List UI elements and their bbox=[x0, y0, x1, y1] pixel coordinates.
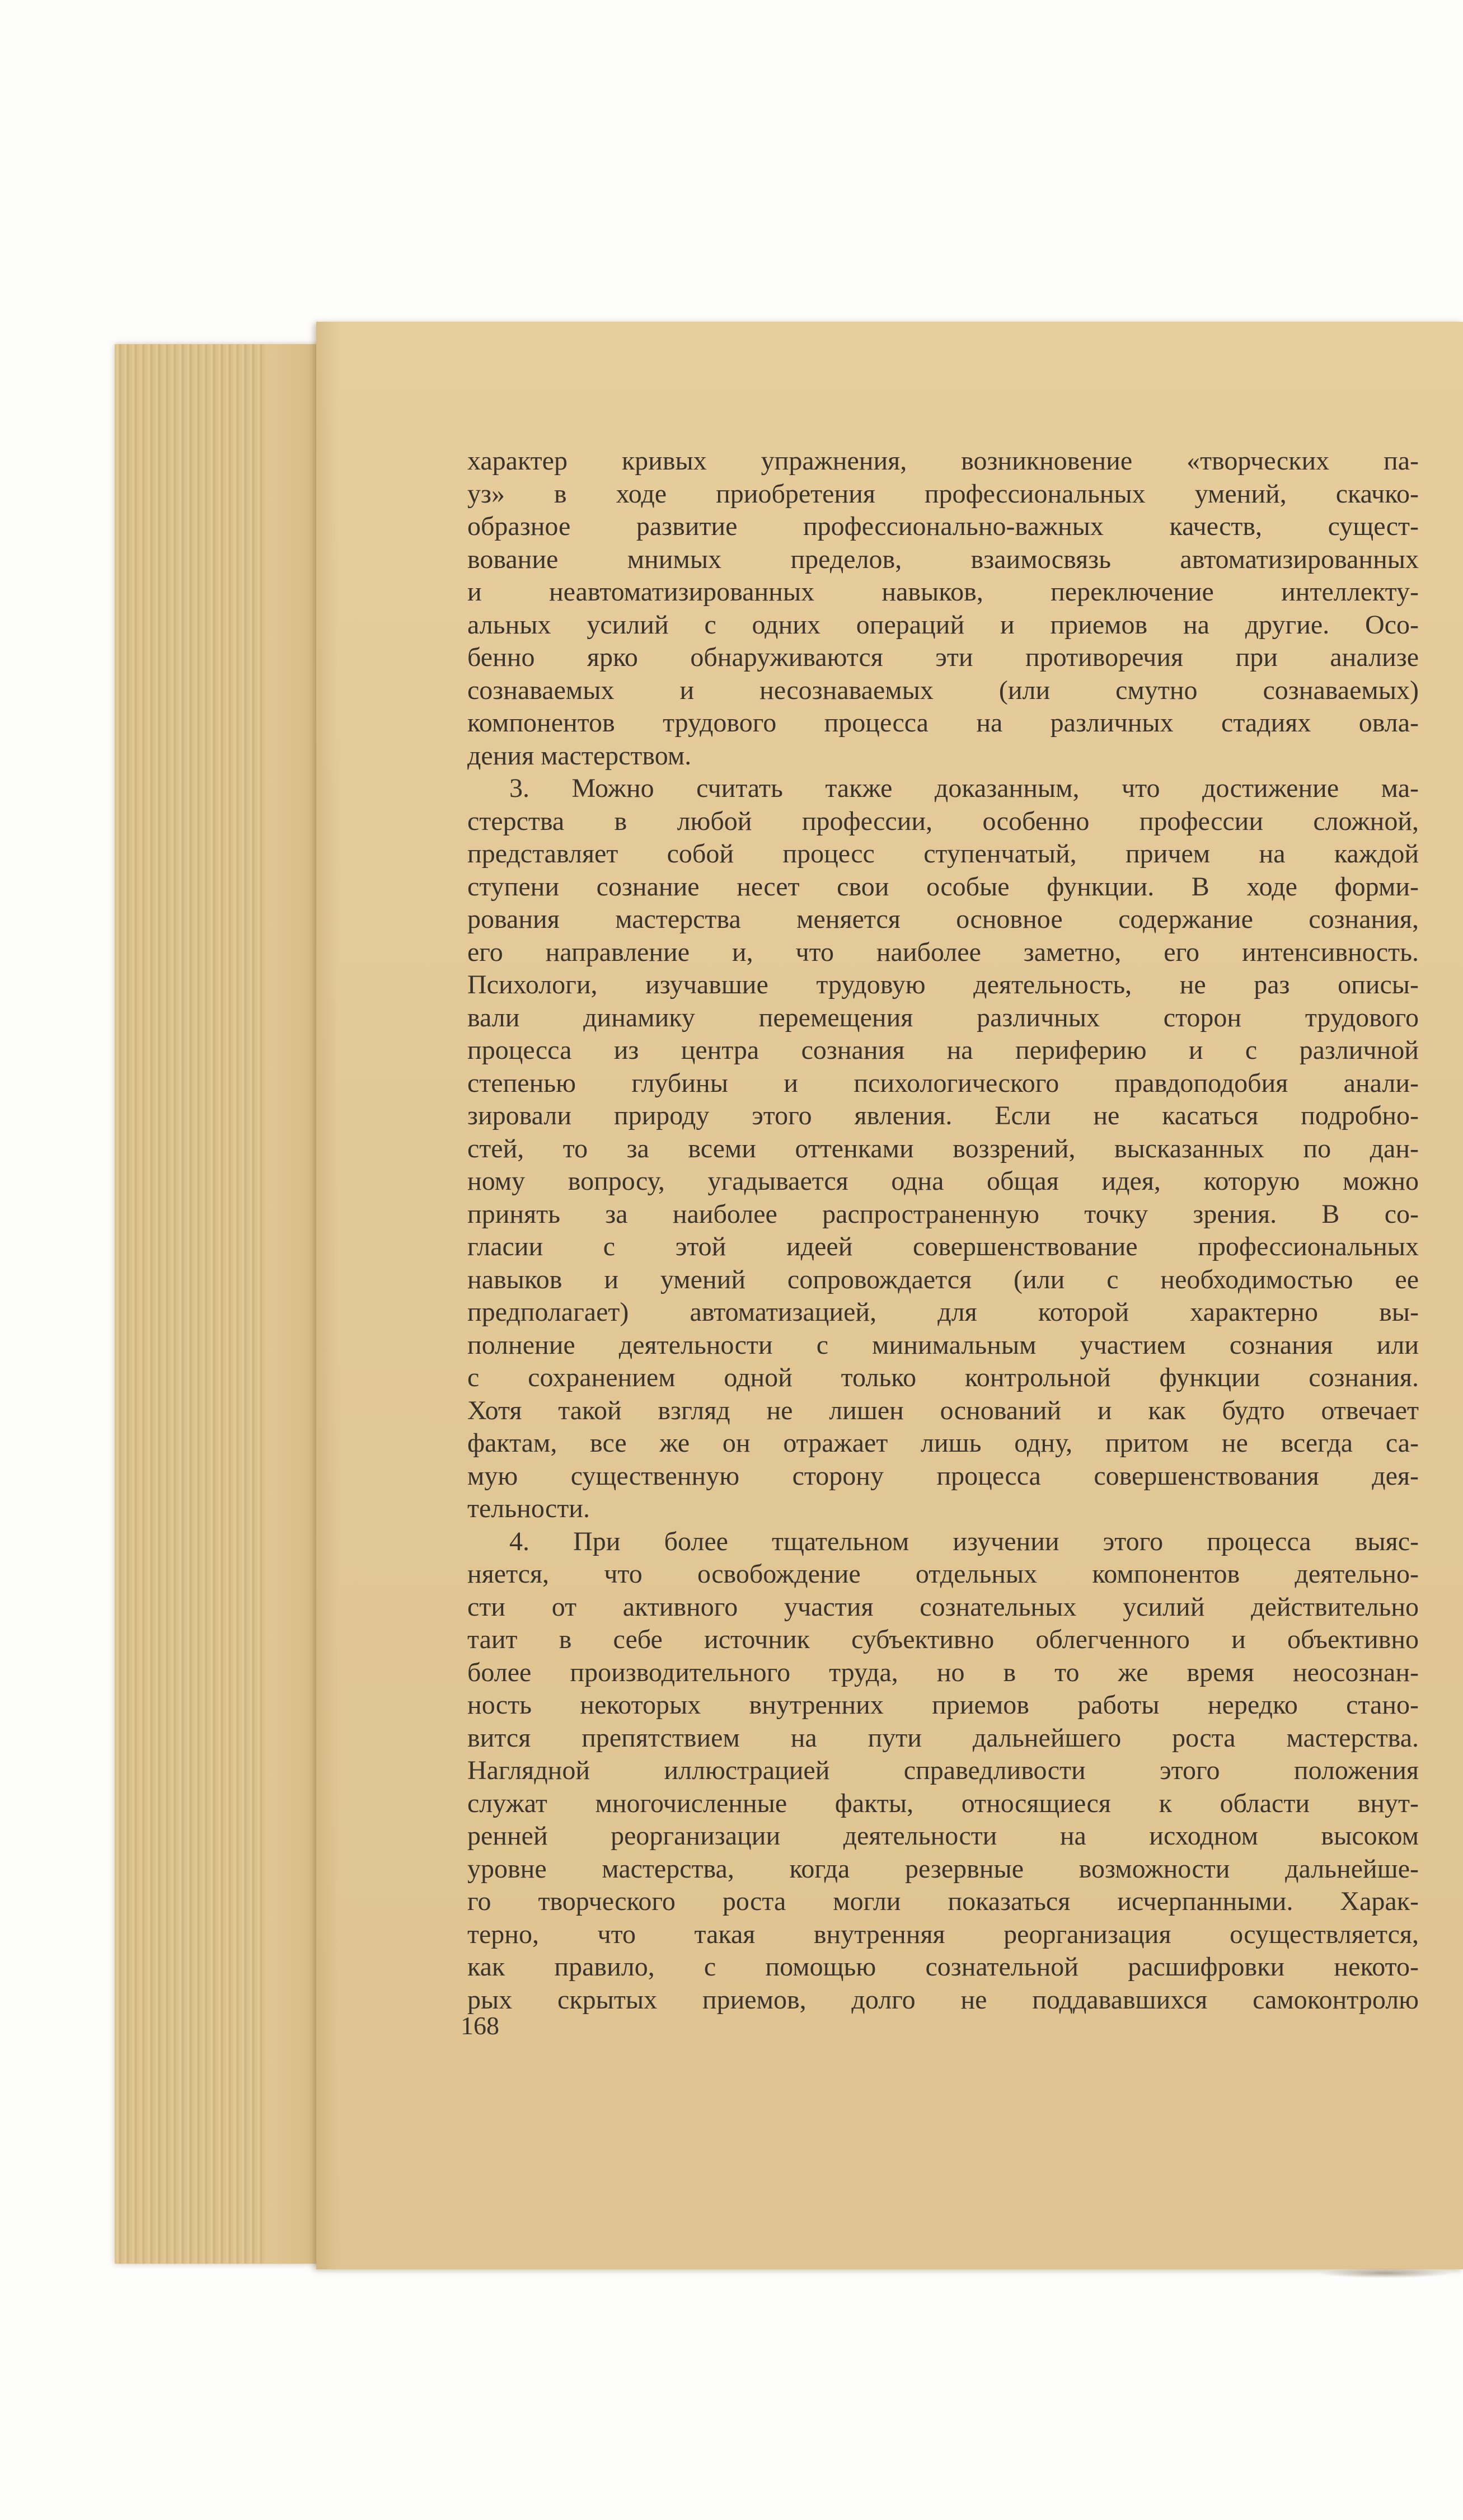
page-gutter-shade bbox=[316, 322, 339, 2269]
text-line: вали динамику перемещения различных сторон трудового bbox=[467, 1002, 1419, 1033]
page-smudge bbox=[1318, 2268, 1452, 2278]
text-line: сознаваемых и несознаваемых (или смутно сознаваемых) bbox=[467, 675, 1419, 705]
text-line: ность некоторых внутренних приемов работы нередко стано- bbox=[467, 1690, 1419, 1720]
text-line: 3. Можно считать также доказанным, что достижение ма- bbox=[509, 773, 1419, 803]
text-line: ренней реорганизации деятельности на исходном высоком bbox=[467, 1821, 1419, 1851]
text-line: сти от активного участия сознательных усилий действительно bbox=[467, 1592, 1419, 1622]
text-line: Психологи, изучавшие трудовую деятельность, не раз описы- bbox=[467, 970, 1419, 999]
text-line: ному вопросу, угадывается одна общая идея, которую можно bbox=[467, 1166, 1419, 1196]
text-line: уз» в ходе приобретения профессиональных умений, скачко- bbox=[467, 478, 1419, 509]
text-line: рых скрытых приемов, долго не поддававшихся самоконтролю bbox=[467, 1984, 1419, 2015]
text-line: навыков и умений сопровождается (или с необходимостью ее bbox=[467, 1264, 1419, 1294]
text-line: тельности. bbox=[467, 1494, 590, 1523]
book-page bbox=[316, 322, 1463, 2269]
text-line: более производительного труда, но в то же время неосознан- bbox=[467, 1657, 1419, 1687]
text-line: стей, то за всеми оттенками воззрений, высказанных по дан- bbox=[467, 1133, 1419, 1163]
text-line: вование мнимых пределов, взаимосвязь автоматизированных bbox=[467, 544, 1419, 574]
body-text bbox=[467, 445, 1419, 2016]
text-line: образное развитие профессионально-важных качеств, сущест- bbox=[467, 511, 1419, 541]
text-line: бенно ярко обнаруживаются эти противоречия при анализе bbox=[467, 642, 1419, 672]
text-line: с сохранением одной только контрольной функции сознания. bbox=[467, 1363, 1419, 1392]
page-number: 168 bbox=[461, 2011, 499, 2040]
text-line: го творческого роста могли показаться исчерпанными. Харак- bbox=[467, 1887, 1419, 1916]
text-line: Наглядной иллюстрацией справедливости этого положения bbox=[467, 1756, 1419, 1785]
text-line: принять за наиболее распространенную точку зрения. В со- bbox=[467, 1199, 1419, 1229]
text-line: процесса из центра сознания на периферию и с различной bbox=[467, 1035, 1419, 1065]
text-line: таит в себе источник субъективно облегченного и объективно bbox=[467, 1625, 1419, 1654]
text-line: Хотя такой взгляд не лишен оснований и как будто отвечает bbox=[467, 1395, 1419, 1425]
text-line: служат многочисленные факты, относящиеся к области внут- bbox=[467, 1788, 1419, 1818]
text-line: вится препятствием на пути дальнейшего роста мастерства. bbox=[467, 1723, 1419, 1753]
text-line: стерства в любой профессии, особенно профессии сложной, bbox=[467, 806, 1419, 836]
text-line: уровне мастерства, когда резервные возможности дальнейше- bbox=[467, 1853, 1419, 1884]
text-line: предполагает) автоматизацией, для которой характерно вы- bbox=[467, 1297, 1419, 1327]
text-line: 4. При более тщательном изучении этого процесса выяс- bbox=[509, 1526, 1419, 1556]
text-line: мую существенную сторону процесса совершенствования дея- bbox=[467, 1461, 1419, 1491]
text-line: фактам, все же он отражает лишь одну, притом не всегда са- bbox=[467, 1428, 1419, 1458]
text-line: зировали природу этого явления. Если не касаться подробно- bbox=[467, 1101, 1419, 1130]
text-line: няется, что освобождение отдельных компонентов деятельно- bbox=[467, 1559, 1419, 1589]
text-line: представляет собой процесс ступенчатый, причем на каждой bbox=[467, 839, 1419, 869]
text-line: компонентов трудового процесса на различных стадиях овла- bbox=[467, 708, 1419, 738]
text-line: его направление и, что наиболее заметно, его интенсивность. bbox=[467, 937, 1419, 967]
text-line: ступени сознание несет свои особые функции. В ходе форми- bbox=[467, 871, 1419, 902]
page-stack-edges bbox=[115, 344, 339, 2264]
text-line: полнение деятельности с минимальным участием сознания или bbox=[467, 1330, 1419, 1360]
text-line: и неавтоматизированных навыков, переключение интеллекту- bbox=[467, 577, 1419, 607]
text-line: рования мастерства меняется основное содержание сознания, bbox=[467, 904, 1419, 934]
text-line: альных усилий с одних операций и приемов на другие. Осо- bbox=[467, 609, 1419, 640]
text-line: степенью глубины и психологического правдоподобия анали- bbox=[467, 1068, 1419, 1098]
text-line: как правило, с помощью сознательной расшифровки некото- bbox=[467, 1952, 1419, 1982]
text-line: характер кривых упражнения, возникновение «творческих па- bbox=[467, 446, 1419, 476]
text-line: терно, что такая внутренняя реорганизация осуществляется, bbox=[467, 1919, 1419, 1949]
text-line: дения мастерством. bbox=[467, 740, 692, 771]
text-line: гласии с этой идеей совершенствование профессиональных bbox=[467, 1232, 1419, 1261]
